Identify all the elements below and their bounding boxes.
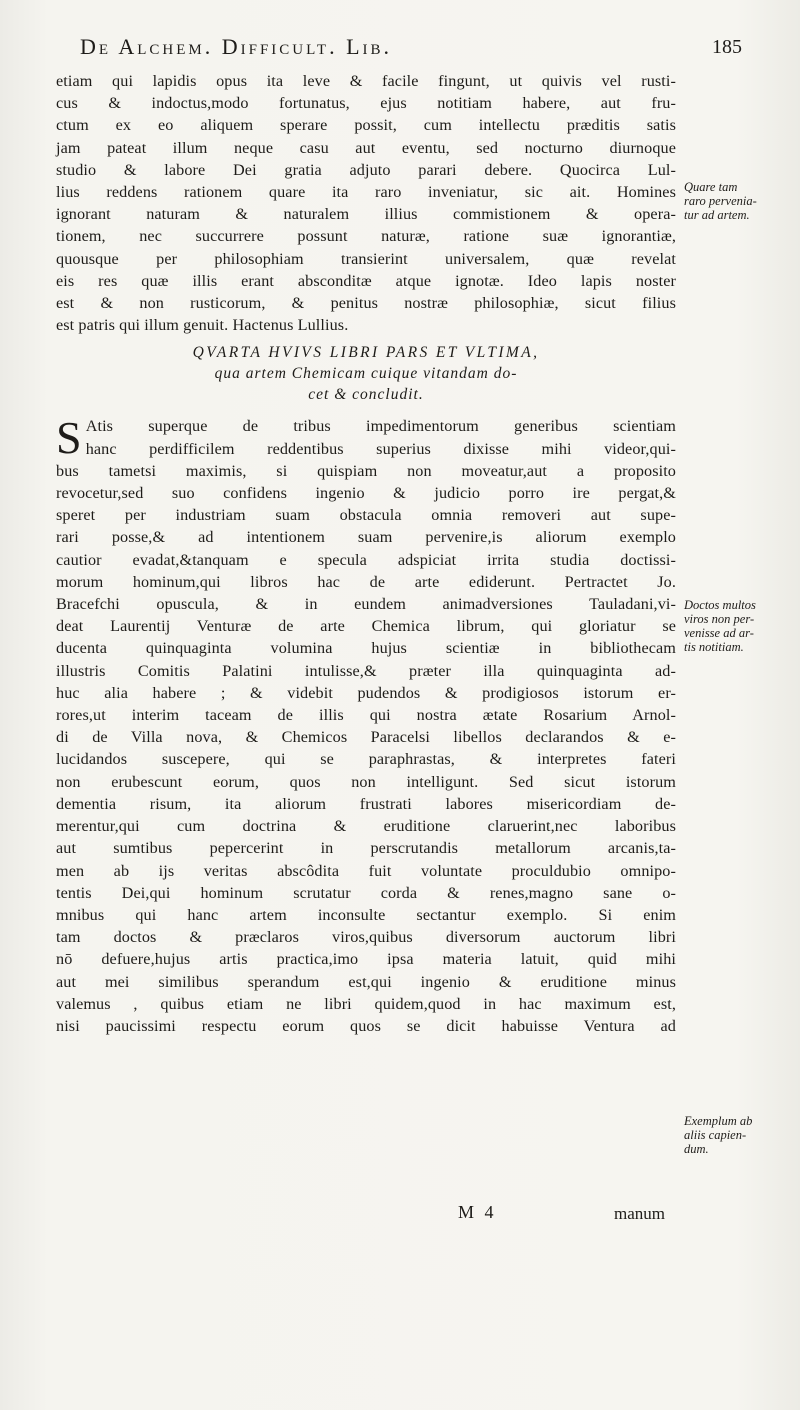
margin-note <box>684 1114 794 1156</box>
second-paragraph <box>56 412 676 1037</box>
text-line: lucidandos suscepere, qui se paraphrastas, & interpretes fateri <box>56 750 676 769</box>
text-line: huc alia habere ; & videbit pudendos & prodigiosos istorum er- <box>56 683 676 702</box>
text-line: morum hominum,qui libros hac de arte ediderunt. Pertractet Jo. <box>56 572 676 591</box>
signature-mark: M 4 <box>458 1202 497 1222</box>
margin-note-line: viros non per- <box>684 612 755 626</box>
margin-note <box>684 598 794 654</box>
section-heading-line: QVARTA HVIVS LIBRI PARS ET VLTIMA, <box>192 344 540 362</box>
text-line: di de Villa nova, & Chemicos Paracelsi libellos declarandos & e- <box>56 728 676 747</box>
text-line: est & non rusticorum, & penitus nostræ philosophiæ, sicut filius <box>56 294 676 313</box>
text-line: nō defuere,hujus artis practica,imo ipsa materia latuit, quid mihi <box>56 950 676 969</box>
section-heading-line: qua artem Chemicam cuique vitandam do- <box>214 365 518 383</box>
page-footer <box>56 1200 676 1224</box>
text-line: est patris qui illum genuit. Hactenus Lullius. <box>56 316 349 335</box>
text-line: Atis superque de tribus impedimentorum generibus scientiam <box>85 417 676 436</box>
catchword: manum <box>614 1204 665 1223</box>
margin-note-line: venisse ad ar- <box>684 626 754 640</box>
text-line: ctum ex eo aliquem sperare possit, cum intellectu præditis satis <box>56 116 676 135</box>
text-line: eis res quæ illis erant absconditæ atque ignotæ. Ideo lapis noster <box>56 271 676 290</box>
text-line: tionem, nec succurrere possunt naturæ, ratione suæ ignorantiæ, <box>56 227 676 246</box>
text-line: nisi paucissimi respectu eorum quos se dicit habuisse Ventura ad <box>56 1016 676 1035</box>
text-line: mnibus qui hanc artem inconsulte sectantur exemplo. Si enim <box>56 905 676 924</box>
first-paragraph <box>56 70 676 336</box>
text-line: aut sumtibus pepercerint in perscrutandis metallorum arcanis,ta- <box>56 839 676 858</box>
text-line: rari posse,& ad intentionem suam pervenire,is aliorum exemplo <box>56 528 676 547</box>
margin-note-line: raro pervenia- <box>684 194 757 208</box>
text-line: deat Laurentij Venturæ de arte Chemica librum, qui gloriatur se <box>56 617 676 636</box>
section-heading-line: cet & concludit. <box>308 386 424 404</box>
text-line: aut mei similibus sperandum est,qui ingenio & eruditione minus <box>56 972 676 991</box>
text-line: ignorant naturam & naturalem illius commistionem & opera- <box>56 205 676 224</box>
text-line: Bracefchi opuscula, & in eundem animadversiones Tauladani,vi- <box>56 595 676 614</box>
text-line: studio & labore Dei gratia adjuto parari debere. Quocirca Lul- <box>56 160 676 179</box>
page-number: 185 <box>712 36 742 58</box>
margin-note-line: Doctos multos <box>684 598 756 612</box>
text-line: men ab ijs veritas abscôdita fuit voluntate proculdubio omnipo- <box>56 861 676 880</box>
text-line: merentur,qui cum doctrina & eruditione claruerint,nec laboribus <box>56 817 676 836</box>
margin-note <box>684 180 794 222</box>
text-line: jam pateat illum neque casu aut eventu, sed nocturno diurnoque <box>56 138 676 157</box>
margin-note-line: tis notitiam. <box>684 640 744 654</box>
text-line: tentis Dei,qui hominum scrutatur corda & renes,magno sane o- <box>56 883 676 902</box>
text-line: etiam qui lapidis opus ita leve & facile fingunt, ut quivis vel rusti- <box>56 72 676 90</box>
drop-cap: S <box>56 412 82 464</box>
text-line: speret per industriam suam obstacula omnia removeri aut supe- <box>56 506 676 525</box>
margin-note-line: tur ad artem. <box>684 208 750 222</box>
text-line: ducenta quinquaginta volumina hujus scientiæ in bibliothecam <box>56 639 676 658</box>
text-line: bus tametsi maximis, si quispiam non moveatur,aut a proposito <box>56 461 676 480</box>
text-line: quousque per philosophiam transierint universalem, quæ revelat <box>56 249 676 268</box>
margin-note-line: Quare tam <box>684 180 738 194</box>
section-heading <box>56 342 676 405</box>
body-text <box>56 70 676 1037</box>
text-line: valemus , quibus etiam ne libri quidem,quod in hac maximum est, <box>56 994 676 1013</box>
text-line: cus & indoctus,modo fortunatus, ejus notitiam habere, aut fru- <box>56 94 676 113</box>
text-line: hanc perdifficilem reddentibus superius dixisse mihi videor,qui- <box>85 439 676 458</box>
margin-note-line: Exemplum ab <box>684 1114 753 1128</box>
text-line: revocetur,sed suo confidens ingenio & judicio porro ire pergat,& <box>56 484 676 503</box>
margin-note-line: dum. <box>684 1142 709 1156</box>
running-head: De Alchem. Difficult. Lib. <box>80 34 393 59</box>
text-line: illustris Comitis Palatini intulisse,& præter illa quinquaginta ad- <box>56 661 676 680</box>
text-line: lius reddens rationem quare ita raro inveniatur, sic ait. Homines <box>56 183 676 202</box>
text-line: cautior evadat,&tanquam e specula adspiciat irrita studia doctissi- <box>56 550 676 569</box>
text-line: dementia risum, ita aliorum frustrati labores misericordiam de- <box>56 794 676 813</box>
margin-note-line: aliis capien- <box>684 1128 747 1142</box>
text-line: non erubescunt eorum, quos non intelligunt. Sed sicut istorum <box>56 772 676 791</box>
text-line: tam doctos & præclaros viros,quibus diversorum auctorum libri <box>56 928 676 947</box>
text-line: rores,ut interim taceam de illis qui nostra ætate Rosarium Arnol- <box>56 706 676 725</box>
